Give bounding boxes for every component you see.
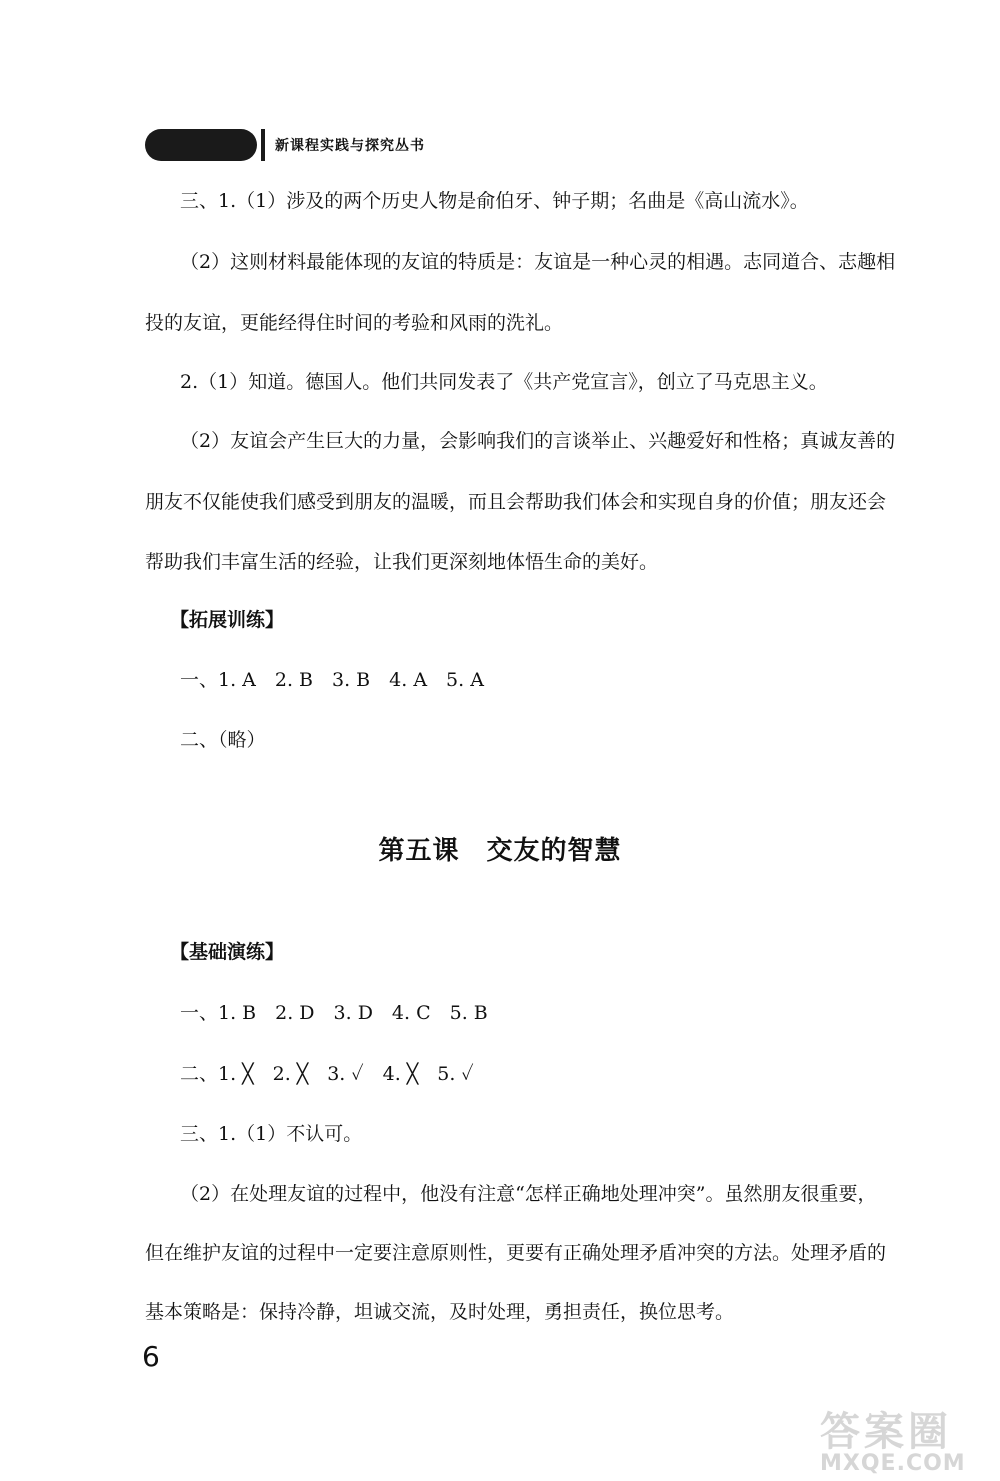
series-header bbox=[145, 128, 425, 162]
section-heading: 【拓展训练】 bbox=[170, 609, 285, 631]
answer-line: 一、1. B 2. D 3. D 4. C 5. B bbox=[180, 1002, 488, 1024]
series-title: 新课程实践与探究丛书 bbox=[275, 138, 425, 154]
answer-line: 投的友谊，更能经得住时间的考验和风雨的洗礼。 bbox=[145, 312, 564, 334]
section-heading: 【基础演练】 bbox=[170, 941, 285, 963]
lesson-title: 第五课 交友的智慧 bbox=[378, 836, 622, 866]
watermark-url: MXQE.COM bbox=[820, 1451, 966, 1476]
watermark-logo: 答案圈 bbox=[820, 1409, 952, 1455]
answer-line: 基本策略是：保持冷静，坦诚交流，及时处理，勇担责任，换位思考。 bbox=[145, 1301, 735, 1323]
answer-line: 二、（略） bbox=[180, 729, 266, 751]
answer-line: （2）这则材料最能体现的友谊的特质是：友谊是一种心灵的相遇。志同道合、志趣相 bbox=[180, 251, 896, 273]
header-pill-decoration bbox=[145, 129, 257, 161]
answer-line: 2.（1）知道。德国人。他们共同发表了《共产党宣言》，创立了马克思主义。 bbox=[180, 371, 828, 393]
watermark bbox=[820, 1400, 990, 1476]
answer-line: 帮助我们丰富生活的经验，让我们更深刻地体悟生命的美好。 bbox=[145, 551, 659, 573]
answer-line: 一、1. A 2. B 3. B 4. A 5. A bbox=[180, 669, 484, 691]
answer-line: 三、1.（1）不认可。 bbox=[180, 1123, 363, 1145]
answer-line: 二、1. ╳ 2. ╳ 3. ✓ 4. ╳ 5. ✓ bbox=[180, 1063, 474, 1085]
answer-line: 三、1.（1）涉及的两个历史人物是俞伯牙、钟子期；名曲是《高山流水》。 bbox=[180, 190, 809, 212]
answer-line: （2）友谊会产生巨大的力量，会影响我们的言谈举止、兴趣爱好和性格；真诚友善的 bbox=[180, 430, 896, 452]
answer-line: 朋友不仅能使我们感受到朋友的温暖，而且会帮助我们体会和实现自身的价值；朋友还会 bbox=[145, 491, 887, 513]
header-bar-decoration bbox=[261, 129, 265, 161]
answer-line: 但在维护友谊的过程中一定要注意原则性，更要有正确处理矛盾冲突的方法。处理矛盾的 bbox=[145, 1242, 887, 1264]
page-number: 6 bbox=[142, 1340, 160, 1373]
answer-line: （2）在处理友谊的过程中，他没有注意“怎样正确地处理冲突”。虽然朋友很重要， bbox=[180, 1183, 877, 1205]
